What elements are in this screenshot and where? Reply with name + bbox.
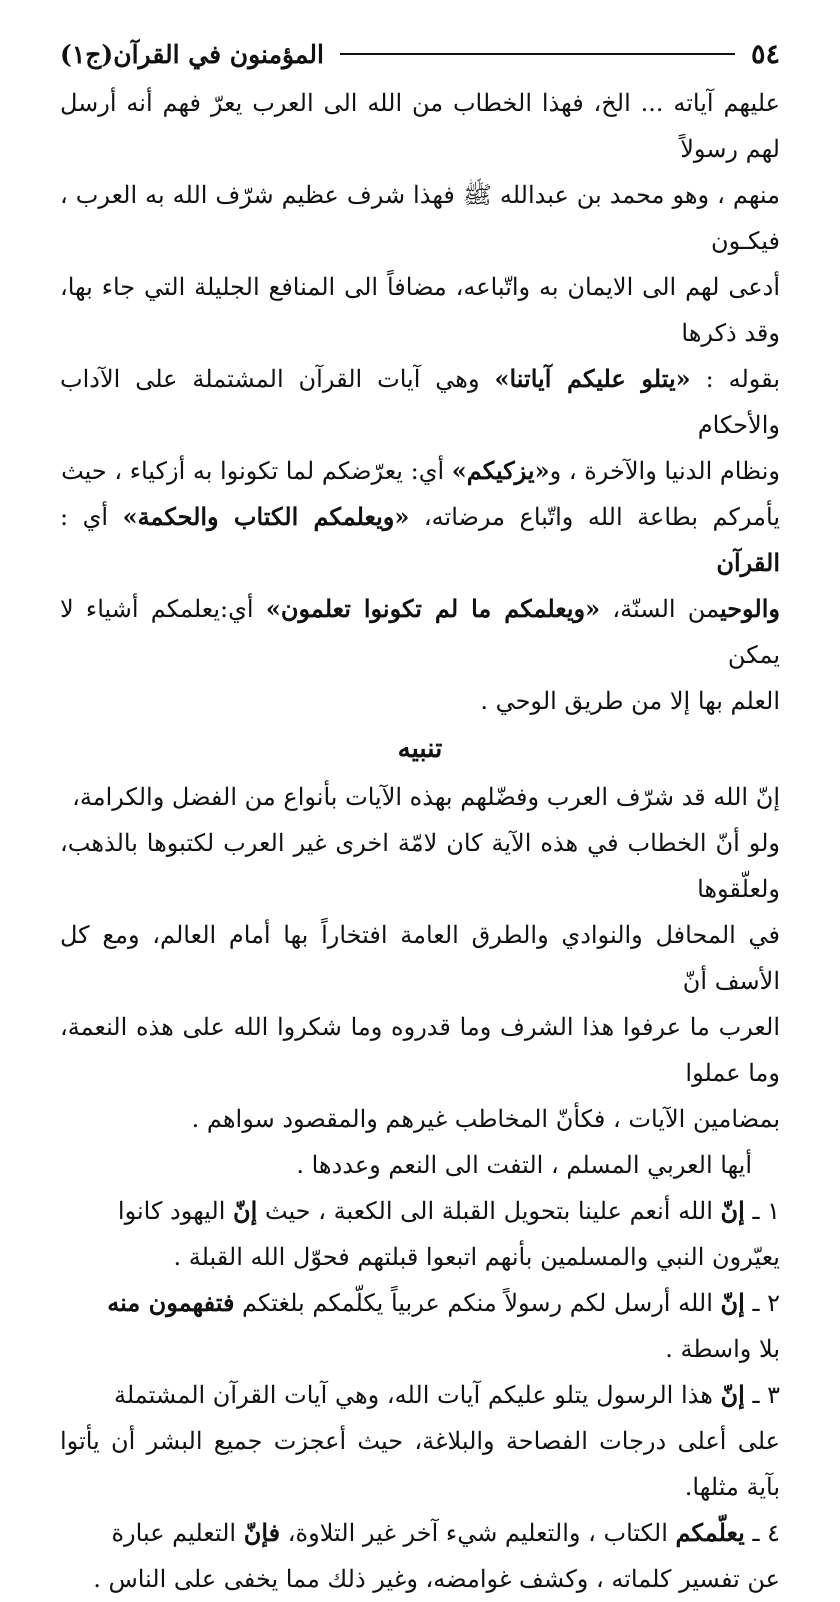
bold-term: إنّ <box>720 1380 745 1409</box>
text-span: وهي آيات القرآن المشتملة على الآداب والأحكام <box>60 365 780 439</box>
quran-quote: «يزكيكم» <box>451 456 550 485</box>
text-span: ونظام الدنيا والآخرة ، و <box>549 457 780 485</box>
quran-quote: «ويعلمكم الكتاب والحكمة» <box>122 502 410 531</box>
bold-term: يعلّمكم <box>675 1518 745 1547</box>
item-number: ٤ ـ <box>744 1519 780 1547</box>
address-paragraph <box>60 1142 780 1188</box>
text-span: اليهود كانوا <box>117 1197 234 1225</box>
running-title: المؤمنون في القرآن(ج١) <box>60 39 324 69</box>
item-number: ٣ ـ <box>744 1381 780 1409</box>
text-span: هذا الرسول يتلو عليكم آيات الله، وهي آيات القرآن المشتملة <box>113 1381 721 1409</box>
text-span: الله أرسل لكم رسولاً منكم عربياً يكلّمكم بلغتكم <box>234 1289 721 1317</box>
list-item-line: عن تفسير كلماته ، وكشف غوامضه، وغير ذلك مما يخفى على الناس . <box>93 1565 780 1593</box>
text-span: أي:يعلمكم أشياء لا يمكن <box>60 595 780 669</box>
text-line: في المحافل والنوادي والطرق العامة افتخاراً بها أمام العالم، ومع كل الأسف أنّ <box>60 921 780 995</box>
text-line <box>60 586 780 678</box>
text-line <box>60 494 780 586</box>
text-span: الله أنعم علينا بتحويل القبلة الى الكعبة ، حيث <box>257 1197 721 1225</box>
text-line: إنّ الله قد شرّف العرب وفضّلهم بهذه الآيات بأنواع من الفضل والكرامة، <box>72 783 780 811</box>
bold-term: والوحي <box>719 594 780 623</box>
numbered-list <box>60 1188 780 1602</box>
bold-term: إنّ <box>720 1196 745 1225</box>
page-header <box>60 28 780 80</box>
text-line <box>60 356 780 448</box>
header-rule <box>340 53 735 55</box>
text-line: عليهم آياته ... الخ، فهذا الخطاب من الله الى العرب يعرّ فهم أنه أرسل لهم رسولاً <box>60 89 780 163</box>
text-span: الكتاب ، والتعليم شيء آخر غير التلاوة، <box>280 1519 676 1547</box>
bold-term: فتفهمون منه <box>107 1288 235 1317</box>
text-line: أيها العربي المسلم ، التفت الى النعم وعددها . <box>296 1151 752 1179</box>
list-item-line: بلا واسطة . <box>665 1335 780 1363</box>
bold-term: إنّ <box>233 1196 258 1225</box>
item-number: ٢ ـ <box>744 1289 780 1317</box>
section-heading: تنبيه <box>397 734 443 764</box>
text-span: أي : <box>60 503 123 531</box>
list-item-line <box>60 1510 780 1556</box>
text-line: أدعى لهم الى الايمان به واتّباعه، مضافاً الى المنافع الجليلة التي جاء بها، وقد ذكرها <box>60 273 780 347</box>
note-paragraph <box>60 774 780 1142</box>
text-line: ولو أنّ الخطاب في هذه الآية كان لامّة اخرى غير العرب لكتبوها بالذهب، ولعلّقوها <box>60 829 780 903</box>
list-item-line: على أعلى درجات الفصاحة والبلاغة، حيث أعجزت جميع البشر أن يأتوا بآية مثلها. <box>60 1427 780 1501</box>
list-item-line <box>60 1188 780 1234</box>
bold-term: إنّ <box>720 1288 745 1317</box>
text-line <box>60 448 780 494</box>
text-span: أي: يعرّضكم لما تكونوا به أزكياء ، حيث <box>61 457 452 485</box>
text-span: يأمركم بطاعة الله واتّباع مرضاته، <box>409 503 781 531</box>
quran-quote: «ويعلمكم ما لم تكونوا تعلمون» <box>265 594 601 623</box>
text-line: بمضامين الآيات ، فكأنّ المخاطب غيرهم والمقصود سواهم . <box>191 1105 780 1133</box>
text-line: العلم بها إلا من طريق الوحي . <box>480 687 780 715</box>
list-item-line <box>60 1372 780 1418</box>
list-item-line: يعيّرون النبي والمسلمين بأنهم اتبعوا قبلتهم فحوّل الله القبلة . <box>173 1243 780 1271</box>
bold-term: القرآن <box>716 548 780 577</box>
text-span: من السنّة، <box>600 595 720 623</box>
text-span: التعليم عبارة <box>111 1519 244 1547</box>
text-line: منهم ، وهو محمد بن عبدالله ﷺ فهذا شرف عظيم شرّف الله به العرب ، فيكـون <box>60 181 780 255</box>
text-span: بقوله : <box>690 365 781 393</box>
item-number: ١ ـ <box>744 1197 780 1225</box>
quran-quote: «يتلو عليكم آياتنا» <box>494 364 691 393</box>
bold-term: فإنّ <box>243 1518 281 1547</box>
list-item-line <box>60 1280 780 1326</box>
commentary-paragraph <box>60 80 780 724</box>
text-line: العرب ما عرفوا هذا الشرف وما قدروه وما شكروا الله على هذه النعمة، وما عملوا <box>60 1013 780 1087</box>
page-number: ٥٤ <box>750 38 780 70</box>
